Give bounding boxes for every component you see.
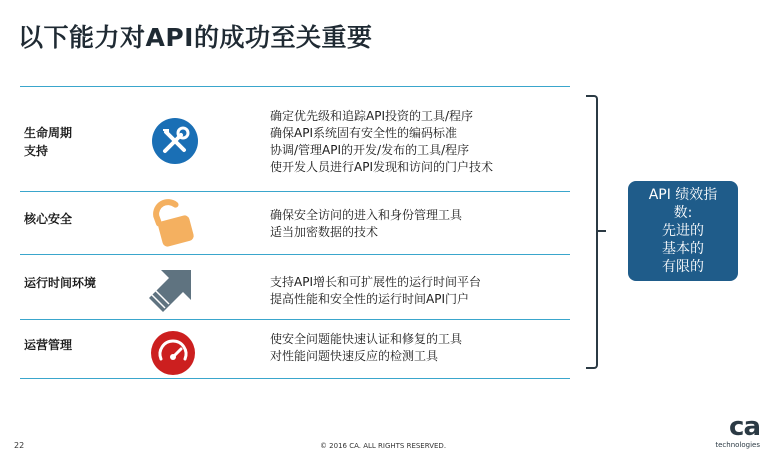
padlock-icon xyxy=(150,198,198,252)
row-desc-core-security xyxy=(270,207,462,241)
row-desc-runtime xyxy=(270,274,481,308)
divider xyxy=(20,378,570,379)
desc-line: 确保安全访问的进入和身份管理工具 xyxy=(270,208,463,222)
divider xyxy=(20,319,570,320)
desc-line: 提高性能和安全性的运行时间API门户 xyxy=(270,292,469,306)
row-label-runtime: 运行时间环境 xyxy=(24,276,97,290)
logo-text: technologies xyxy=(715,441,760,449)
ca-logo xyxy=(708,414,760,454)
tools-icon xyxy=(151,117,199,169)
kpi-box xyxy=(628,181,738,281)
desc-line: 协调/管理API的开发/发布的工具/程序 xyxy=(270,143,470,157)
desc-line: 确定优先级和追踪API投资的工具/程序 xyxy=(270,109,474,123)
desc-line: 支持API增长和可扩展性的运行时间平台 xyxy=(270,275,481,289)
gauge-icon xyxy=(150,330,196,380)
copyright: © 2016 CA. ALL RIGHTS RESERVED. xyxy=(319,442,447,450)
desc-line: 使开发人员进行API发现和访问的门户技术 xyxy=(270,160,493,174)
divider xyxy=(20,86,570,87)
kpi-line: 先进的 xyxy=(662,223,704,239)
page-title: 以下能力对API的成功至关重要 xyxy=(18,23,373,52)
kpi-line: 数: xyxy=(673,205,693,221)
kpi-line: API 绩效指 xyxy=(648,187,718,203)
desc-line: 确保API系统固有安全性的编码标准 xyxy=(270,126,457,140)
row-desc-operations xyxy=(270,331,462,365)
desc-line: 对性能问题快速反应的检测工具 xyxy=(270,349,439,363)
kpi-line: 基本的 xyxy=(662,241,704,257)
row-desc-lifecycle xyxy=(270,108,493,176)
bracket-tick xyxy=(598,230,606,232)
page-number: 22 xyxy=(14,441,25,450)
divider xyxy=(20,191,570,192)
desc-line: 适当加密数据的技术 xyxy=(270,225,379,239)
logo-mark: ca xyxy=(729,412,760,442)
upward-arrow-icon xyxy=(145,262,195,316)
desc-line: 使安全问题能快速认证和修复的工具 xyxy=(270,332,463,346)
divider xyxy=(20,254,570,255)
row-label-core-security: 核心安全 xyxy=(24,212,73,226)
right-bracket xyxy=(586,95,598,369)
kpi-line: 有限的 xyxy=(662,259,704,275)
row-label-operations: 运营管理 xyxy=(24,338,73,352)
row-label-lifecycle: 生命周期 支持 xyxy=(24,126,73,158)
